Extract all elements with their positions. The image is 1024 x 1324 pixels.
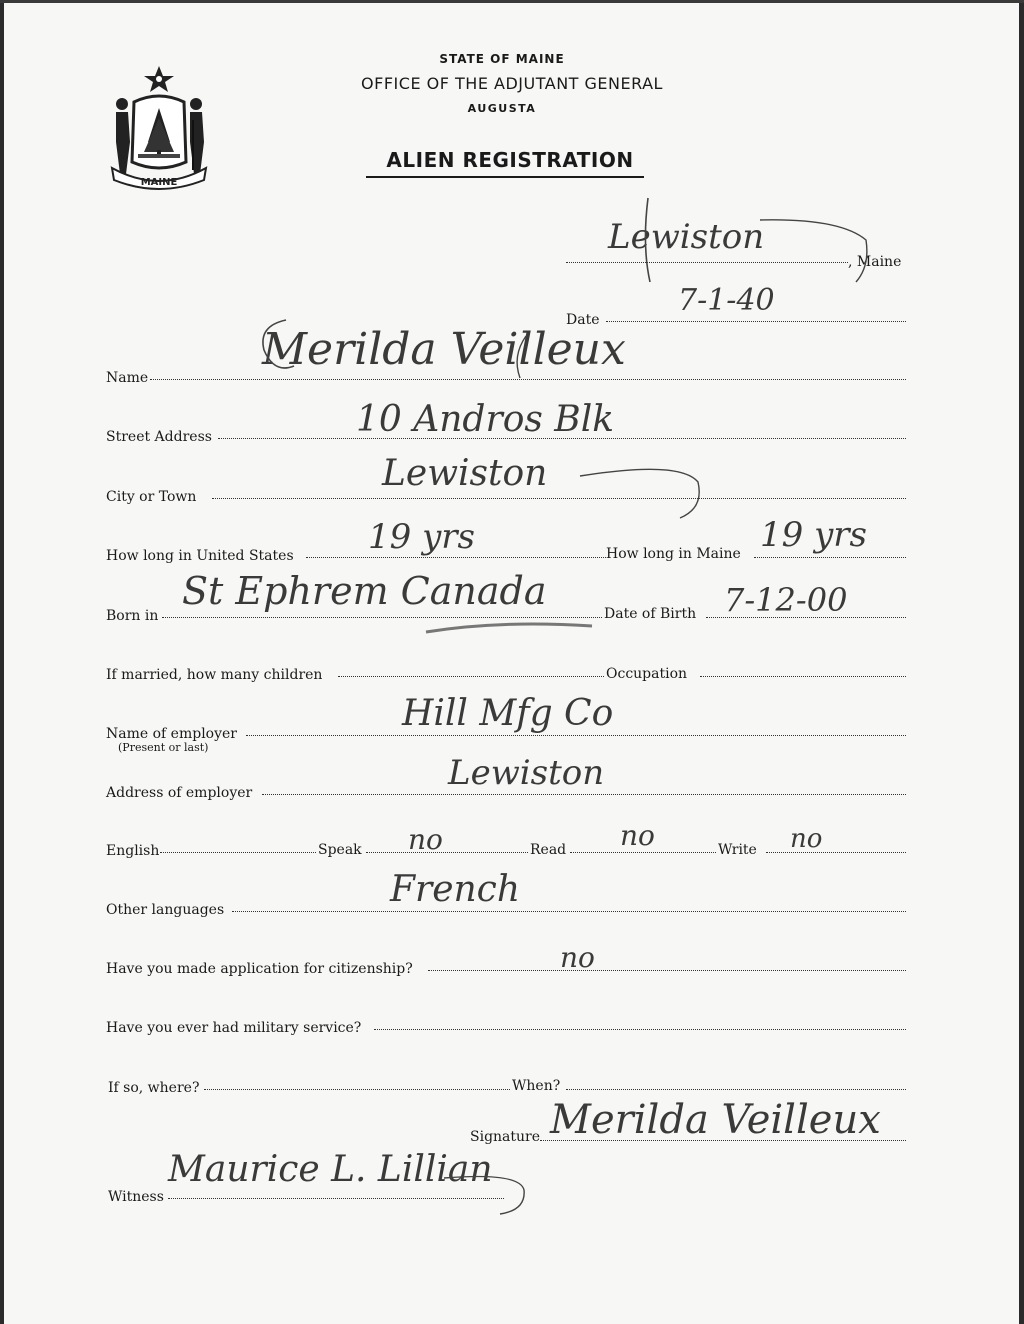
other-languages-label: Other languages <box>106 902 225 918</box>
how-long-us-value[interactable]: 19 yrs <box>368 517 475 557</box>
other-languages-line <box>232 911 906 912</box>
street-address-label: Street Address <box>106 429 212 445</box>
pen-flourish-witness <box>440 1170 530 1220</box>
header-office: OFFICE OF THE ADJUTANT GENERAL <box>361 74 663 93</box>
city-label: City or Town <box>106 489 197 505</box>
header-state: STATE OF MAINE <box>439 52 565 66</box>
city-value[interactable]: Lewiston <box>382 453 548 494</box>
citizenship-value[interactable]: no <box>560 941 595 974</box>
when-label: When? <box>512 1078 561 1094</box>
place-suffix-label: , Maine <box>848 254 902 270</box>
witness-label: Witness <box>108 1189 164 1205</box>
military-service-line <box>374 1029 906 1030</box>
seal-banner-text: MAINE <box>140 177 178 188</box>
date-of-birth-value[interactable]: 7-12-00 <box>724 581 848 619</box>
employer-name-line <box>246 735 906 736</box>
write-line <box>766 852 906 853</box>
occupation-line <box>700 676 906 677</box>
date-of-birth-label: Date of Birth <box>604 606 697 622</box>
how-long-maine-line <box>754 557 906 558</box>
read-value[interactable]: no <box>620 819 655 852</box>
form-title: ALIEN REGISTRATION <box>386 148 634 172</box>
citizenship-label: Have you made application for citizenship? <box>106 961 413 977</box>
military-service-label: Have you ever had military service? <box>106 1020 362 1036</box>
speak-line <box>366 852 528 853</box>
married-children-label: If married, how many children <box>106 667 323 683</box>
signature-value[interactable]: Merilda Veilleux <box>550 1097 881 1143</box>
scan-border-right <box>1019 0 1024 1324</box>
pen-flourish-place <box>640 196 870 296</box>
date-value[interactable]: 7-1-40 <box>678 283 775 318</box>
how-long-maine-label: How long in Maine <box>606 546 741 562</box>
witness-value[interactable]: Maurice L. Lillian <box>168 1149 493 1190</box>
where-label: If so, where? <box>108 1080 200 1096</box>
write-value[interactable]: no <box>790 824 823 854</box>
where-line <box>204 1089 510 1090</box>
name-label: Name <box>106 370 149 386</box>
married-children-line <box>338 676 604 677</box>
place-value[interactable]: Lewiston <box>608 217 765 257</box>
employer-name-label: Name of employer <box>106 726 237 742</box>
title-underline <box>366 176 644 178</box>
born-in-value[interactable]: St Ephrem Canada <box>182 569 547 613</box>
employer-note: (Present or last) <box>118 741 209 754</box>
occupation-label: Occupation <box>606 666 688 682</box>
employer-address-label: Address of employer <box>106 785 253 801</box>
speak-value[interactable]: no <box>408 823 443 856</box>
write-label: Write <box>718 842 757 858</box>
employer-address-value[interactable]: Lewiston <box>448 753 605 793</box>
english-label: English <box>106 843 160 859</box>
how-long-maine-value[interactable]: 19 yrs <box>760 515 867 555</box>
header-city: AUGUSTA <box>467 102 537 115</box>
pen-flourish-city <box>560 452 710 522</box>
pen-flourish-born <box>420 616 600 646</box>
date-label: Date <box>566 312 600 328</box>
other-languages-value[interactable]: French <box>390 869 521 910</box>
signature-label: Signature <box>470 1129 541 1145</box>
city-line <box>212 498 906 499</box>
scan-border-top <box>0 0 1024 3</box>
employer-name-value[interactable]: Hill Mfg Co <box>402 693 614 734</box>
pen-flourish-name <box>250 316 770 386</box>
how-long-us-line <box>306 557 606 558</box>
read-label: Read <box>530 842 567 858</box>
english-line <box>160 852 316 853</box>
read-line <box>570 852 716 853</box>
name-value[interactable]: Merilda Veilleux <box>262 324 626 375</box>
speak-label: Speak <box>318 842 362 858</box>
born-in-label: Born in <box>106 608 159 624</box>
employer-address-line <box>262 794 906 795</box>
scan-border-left <box>0 0 4 1324</box>
when-line <box>566 1089 906 1090</box>
citizenship-line <box>428 970 906 971</box>
street-address-value[interactable]: 10 Andros Blk <box>356 399 615 440</box>
how-long-us-label: How long in United States <box>106 548 294 564</box>
